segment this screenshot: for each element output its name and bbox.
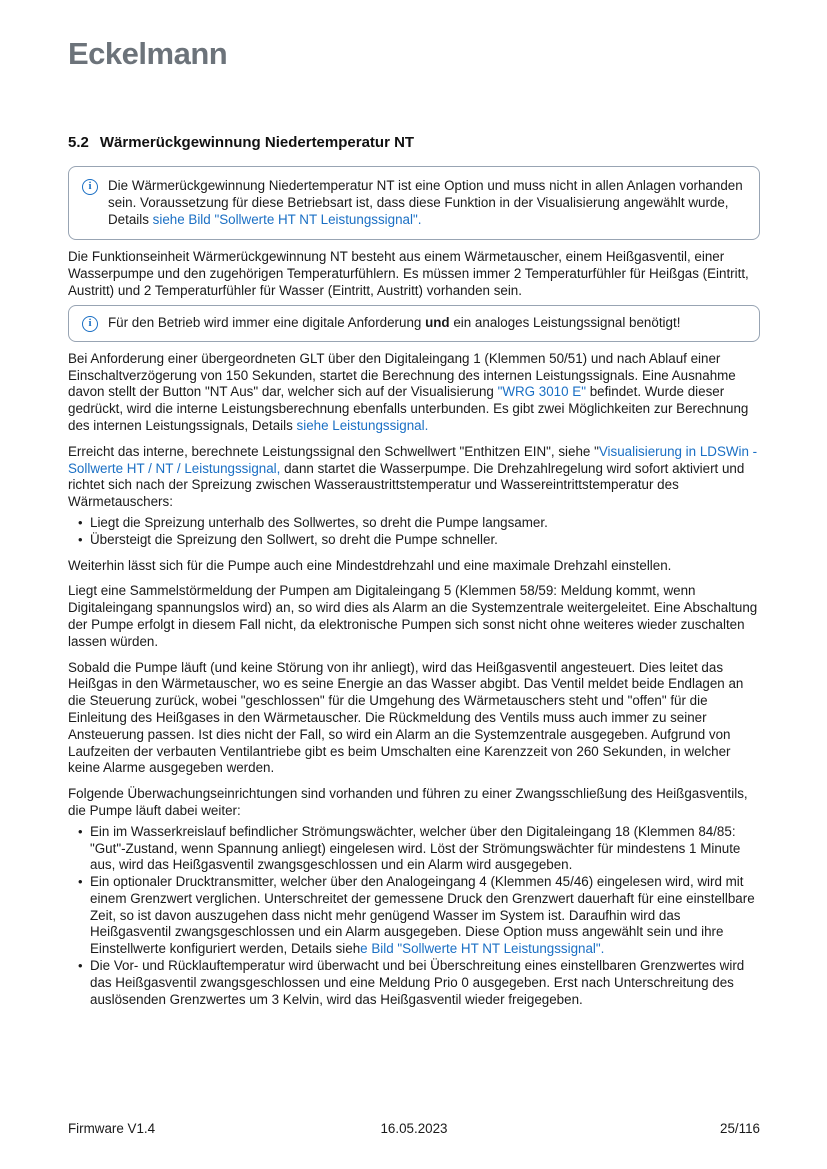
bold-und: und (425, 314, 450, 330)
paragraph-mindestdrehzahl: Weiterhin lässt sich für die Pumpe auch eine Mindestdrehzahl und eine maximale Drehzahl einstellen. (68, 557, 672, 573)
list-item-drucktransmitter: • Ein optionaler Drucktransmitter, welcher über den Analogeingang 4 (Klemmen 45/46) eingelesen wird, wird mit einem Grenzwert verglichen. Unterschreitet der gemessene Druck den Grenzwert dauerhaft für eine einstellbare Zeit, so ist davon auszugehen dass nicht mehr genügend Wasser im System ist. Daraufhin wird das Heißgasventil zwangsgeschlossen und ein Alarm ausgegeben. Diese Option muss angewählt sein und ihre Einstellwerte konfiguriert werden, Details siehe Bild "Sollwerte HT NT Leistungssignal". (90, 874, 760, 958)
page-footer (68, 1121, 760, 1136)
info-note-visualisierung (68, 166, 760, 240)
section-heading (68, 134, 760, 151)
paragraph-ueberwachungseinrichtungen: Folgende Überwachungseinrichtungen sind vorhanden und führen zu einer Zwangsschließung des Heißgasventils, die Pumpe läuft dabei weiter: (68, 786, 748, 818)
list-item: • Liegt die Spreizung unterhalb des Sollwertes, so dreht die Pumpe langsamer. (90, 515, 760, 532)
footer-date: 16.05.2023 (380, 1121, 448, 1136)
list-item-ruecklauftemperatur: • Die Vor- und Rücklauftemperatur wird überwacht und bei Überschreitung eines einstellbaren Grenzwertes wird das Heißgasventil zwangsgeschlossen und eine Meldung Prio 0 ausgegeben. Erst nach Unterschreitung des auslösenden Grenzwertes um 3 Kelvin, wird das Heißgasventil wieder freigegeben. (90, 958, 760, 1008)
paragraph-heissgasventil: Sobald die Pumpe läuft (und keine Störung von ihr anliegt), wird das Heißgasventil angesteuert. Dies leitet das Heißgas in den Wärmetauscher, wo es seine Energie an das Wasser abgibt. Das Ventil meldet beide Endlagen an die Steuerung zurück, wobei "geschlossen" für die Umgehung des Wärmetauschers steht und "offen" für die Einleitung des Heißgases in den Wärmetauscher. Die Rückmeldung des Ventils muss auch immer zu seiner Ansteuerung passen. Ist dies nicht der Fall, so wird ein Alarm an die Systemzentrale ausgegeben. Aufgrund von Laufzeiten der verbauten Ventilantriebe gibt es beim Umschalten eine Karenzzeit von 260 Sekunden, in welcher keine Alarme ausgegeben werden. (68, 659, 744, 776)
link-visualisierung-ldswin[interactable]: Visualisierung in LDSWin - Sollwerte HT / NT / Leistungssignal, (68, 443, 758, 476)
list-item-stroemungswaechter: • Ein im Wasserkreislauf befindlicher Strömungswächter, welcher über den Digitaleingang 18 (Klemmen 84/85: "Gut"-Zustand, wenn Spannung anliegt) eingelesen wird. Löst der Strömungswächter für mindestens 1 Minute aus, wird das Heißgasventil zwangsgeschlossen und ein Alarm wird ausgegeben. (90, 824, 760, 874)
footer-page-number: 25/116 (720, 1121, 760, 1136)
paragraph-anforderung-glt: Bei Anforderung einer übergeordneten GLT über den Digitaleingang 1 (Klemmen 50/51) und nach Ablauf einer Einschaltverzögerung von 150 Sekunden, startet die Berechnung des internen Leistungssignals. Eine Ausnahme davon stellt der Button "NT Aus" dar, welcher sich auf der Visualisierung "WRG 3010 E" befindet. Wurde dieser gedrückt, wird die interne Leistungsberechnung ebenfalls unterbunden. Es gibt zwei Möglichkeiten zur Berechnung des internen Leistungssignals, Details siehe Leistungssignal. (68, 350, 749, 433)
spreizung-bullet-list (68, 515, 760, 549)
ueberwachung-bullet-list (68, 824, 760, 1009)
section-title: Wärmerückgewinnung Niedertemperatur NT (99, 134, 415, 151)
info-icon: i (82, 316, 98, 332)
paragraph-sammelstoermeldung: Liegt eine Sammelstörmeldung der Pumpen am Digitaleingang 5 (Klemmen 58/59: Meldung kommt, wenn Digitaleingang spannungslos wird) an, so wird dies als Alarm an die Systemzentrale weitergeleitet. Eine Abschaltung der Pumpe erfolgt in diesem Fall nicht, da elektronische Pumpen sich sonst nicht ohne weiteres wieder zuschalten lassen würden. (68, 583, 758, 649)
footer-firmware-version: Firmware V1.4 (68, 1121, 156, 1136)
note-text: Die Wärmerückgewinnung Niedertemperatur NT ist eine Option und muss nicht in allen Anlagen vorhanden sein. Voraussetzung für diese Betriebsart ist, dass diese Funktion in der Visualisierung angewählt wurde, Details siehe Bild "Sollwerte HT NT Leistungssignal". (108, 178, 743, 227)
info-note-betrieb (68, 305, 760, 342)
link-bild-sollwerte-ht-nt[interactable]: e Bild "Sollwerte HT NT Leistungssignal". (360, 941, 605, 957)
note-text: Für den Betrieb wird immer eine digitale Anforderung und ein analoges Leistungssignal benötigt! (108, 314, 681, 330)
link-leistungssignal[interactable]: siehe Leistungssignal. (296, 417, 429, 433)
list-item: • Übersteigt die Spreizung den Sollwert, so dreht die Pumpe schneller. (90, 532, 760, 549)
info-icon: i (82, 179, 98, 195)
link-sollwerte-ht-nt-leistungssignal[interactable]: siehe Bild "Sollwerte HT NT Leistungssignal". (152, 211, 422, 227)
link-wrg-3010-e[interactable]: "WRG 3010 E" (497, 384, 586, 400)
eckelmann-logo: Eckelmann (68, 36, 228, 71)
paragraph-schwellwert-enthitzen: Erreicht das interne, berechnete Leistungssignal den Schwellwert "Enthitzen EIN", siehe "Visualisierung in LDSWin - Sollwerte HT / NT / Leistungssignal, dann startet die Wasserpumpe. Die Drehzahlregelung wird sofort aktiviert und richtet sich nach der Spreizung zwischen Wasseraustrittstemperatur und Wassereintrittstemperatur des Wärmetauschers: (68, 443, 758, 510)
paragraph-funktionseinheit: Die Funktionseinheit Wärmerückgewinnung NT besteht aus einem Wärmetauscher, einem Heißgasventil, einer Wasserpumpe und den zugehörigen Temperaturfühlern. Es müssen immer 2 Temperaturfühler für Heißgas (Eintritt, Austritt) und 2 Temperaturfühler für Wasser (Eintritt, Austritt) vorhanden sein. (68, 249, 749, 298)
section-number: 5.2 (68, 134, 89, 151)
